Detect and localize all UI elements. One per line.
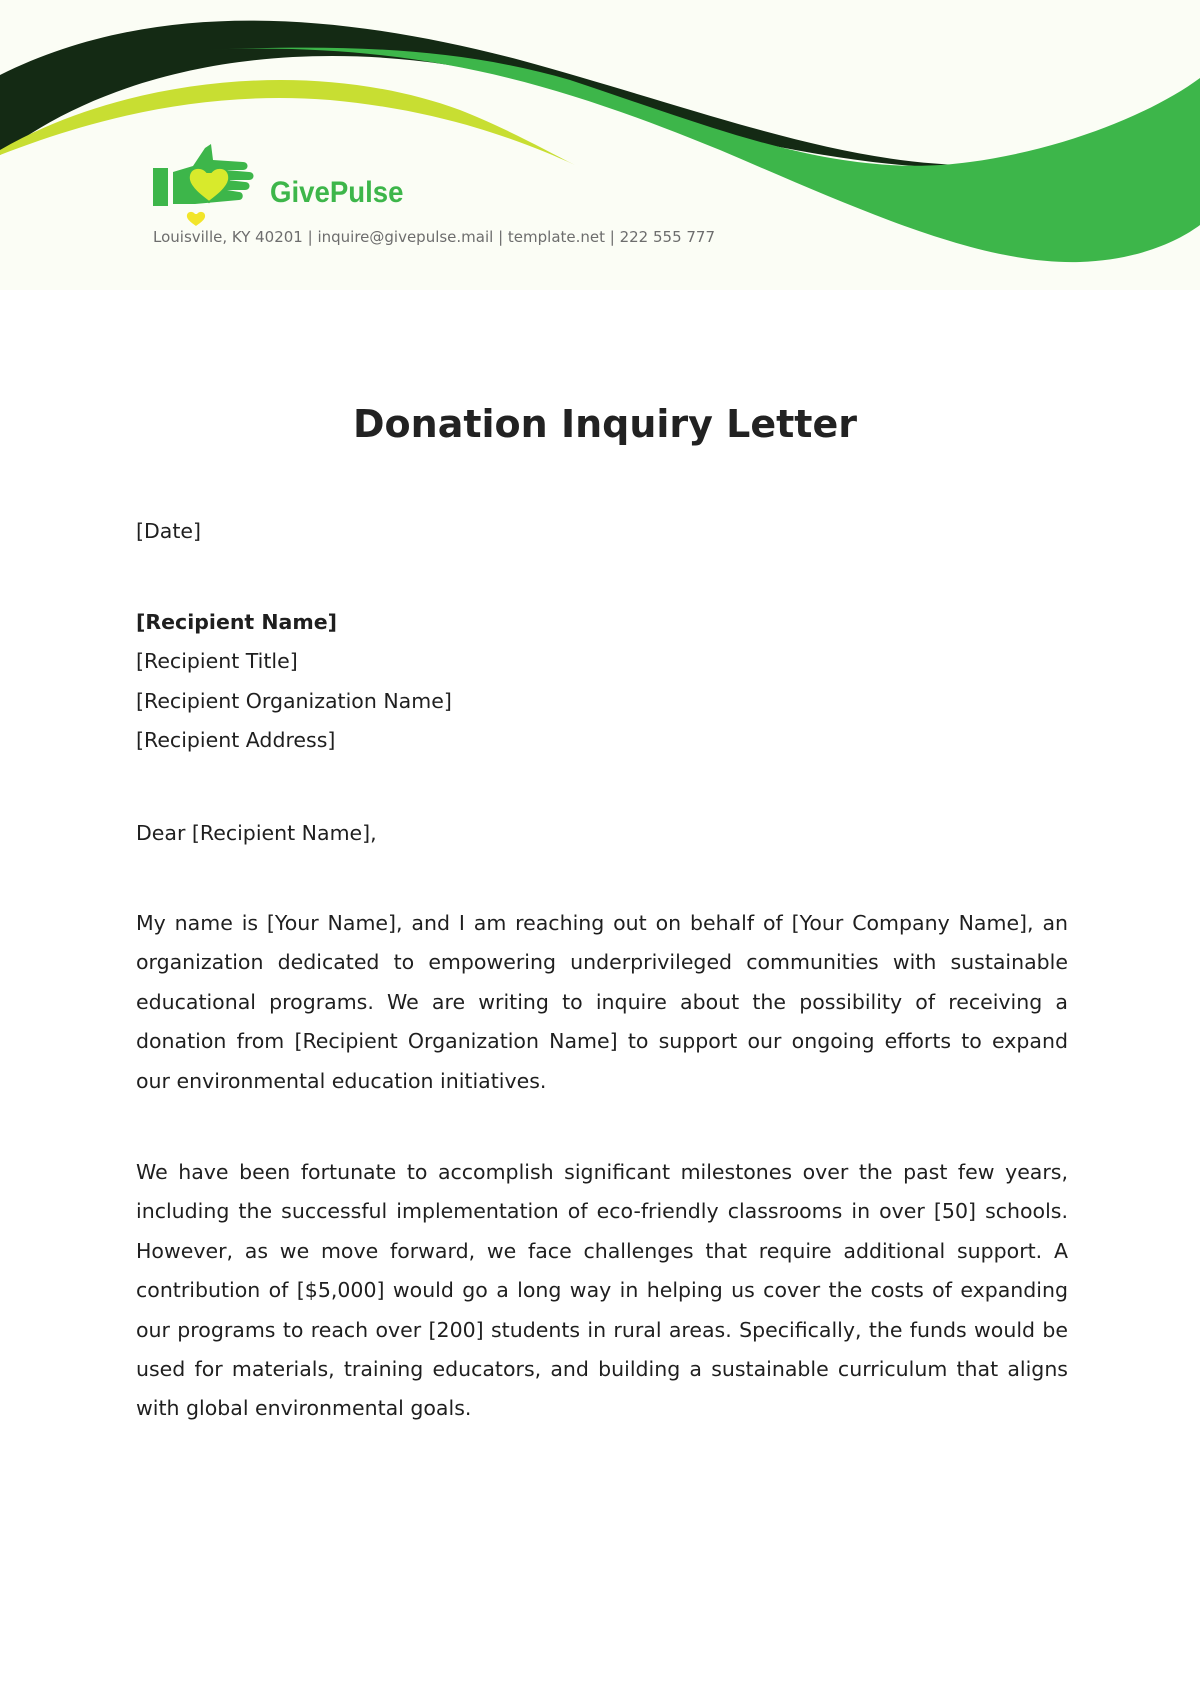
recipient-organization: [Recipient Organization Name] [136,688,452,713]
body-paragraph: We have been fortunate to accomplish significant milestones over the past few years, including the successful implementation of eco-friendly classrooms in over [50] schools. However, as we move forward, we face challenges that require additional support. A contribution of [$5,000] would go a long way in helping us cover the costs of expanding our programs to reach over [200] students in rural areas. Specifically, the funds would be used for materials, training educators, and building a sustainable curriculum that aligns with global environmental goals. [136,1160,1068,1421]
brand-name: GivePulse [270,176,404,209]
letter-title: Donation Inquiry Letter [353,402,857,446]
recipient-address: [Recipient Address] [136,728,336,753]
contact-line: Louisville, KY 40201 | inquire@givepulse.mail | template.net | 222 555 777 [153,228,716,246]
recipient-block [136,603,1068,761]
recipient-title: [Recipient Title] [136,649,298,674]
recipient-name: [Recipient Name] [136,610,337,634]
salutation: Dear [Recipient Name], [136,821,377,845]
hand-heart-icon [153,142,261,232]
body-paragraph: My name is [Your Name], and I am reaching out on behalf of [Your Company Name], an organization dedicated to empowering underprivileged communities with sustainable educational programs. We are writing to inquire about the possibility of receiving a donation from [Recipient Organization Name] to support our ongoing efforts to expand our environmental education initiatives. [136,911,1068,1093]
letter-date: [Date] [136,519,201,543]
letterhead [0,0,1200,290]
